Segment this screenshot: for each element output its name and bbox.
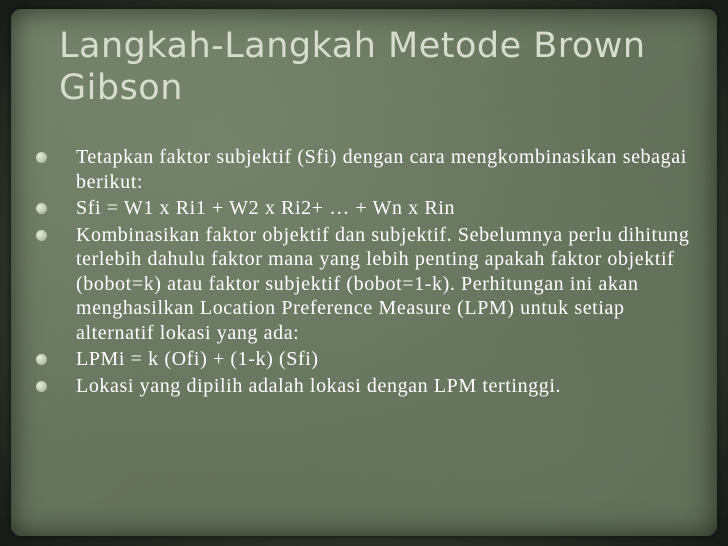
bullet-text: Sfi = W1 x Ri1 + W2 x Ri2+ … + Wn x Rin [76,197,456,219]
bullet-item [31,223,701,346]
bullet-item [31,196,701,221]
bullet-dot-icon [36,354,47,365]
bullet-dot-icon [36,381,47,392]
bullet-item [31,145,701,194]
bullet-text: Lokasi yang dipilih adalah lokasi dengan LPM tertinggi. [76,374,562,397]
bullet-text: Tetapkan faktor subjektif (Sfi) dengan cara mengkombinasikan sebagai berikut: [76,146,687,193]
bullet-dot-icon [36,230,47,241]
bullet-text: Kombinasikan faktor objektif dan subjektif. Sebelumnya perlu dihitung terlebih dahulu faktor mana yang lebih penting apakah faktor objektif (bobot=k) atau faktor subjektif (bobot=1-k). Perhitungan ini akan menghasilkan Location Preference Measure (LPM) untuk setiap alternatif lokasi yang ada: [76,223,690,344]
bullet-list [31,145,701,400]
slide-panel [11,9,717,536]
bullet-item [31,374,701,399]
bullet-item [31,347,701,372]
slide-title: Langkah-Langkah Metode Brown Gibson [59,26,646,108]
bullet-dot-icon [36,203,47,214]
bullet-text: LPMi = k (Ofi) + (1-k) (Sfi) [76,348,319,370]
bullet-dot-icon [36,152,47,163]
